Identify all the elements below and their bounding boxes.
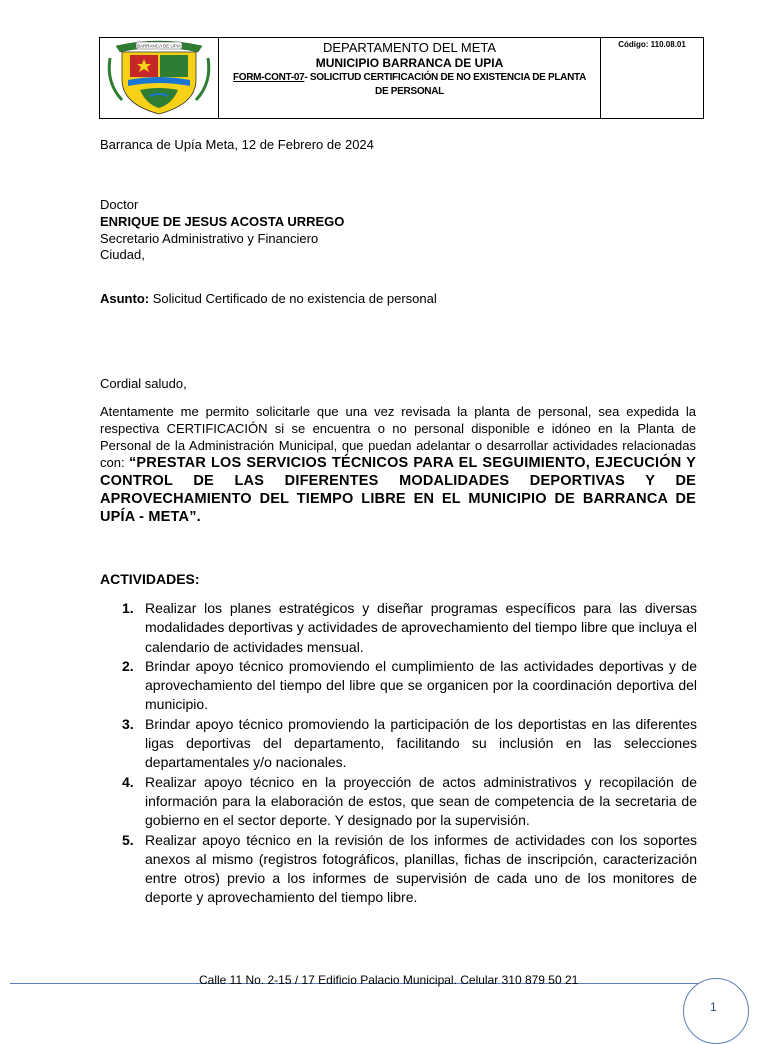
body-paragraph — [100, 403, 696, 526]
item-text: Realizar los planes estratégicos y diseñar programas específicos para las diversas modalidades deportivas y actividades de aprovechamiento del tiempo libre que incluya el calendario de actividades mensual. — [145, 600, 697, 655]
list-item — [117, 715, 697, 773]
place-date: Barranca de Upía Meta, 12 de Febrero de 2024 — [100, 137, 374, 152]
subject-text: Solicitud Certificado de no existencia de personal — [149, 291, 437, 306]
page-footer — [0, 972, 768, 1024]
municipal-shield-logo — [100, 38, 218, 118]
item-number: 3. — [122, 715, 134, 732]
department-title: DEPARTAMENTO DEL META — [322, 40, 497, 55]
municipality-title: MUNICIPIO BARRANCA DE UPIA — [315, 56, 504, 70]
activities-list — [117, 599, 697, 908]
salutation-title: Doctor — [100, 197, 139, 212]
form-title-text: - SOLICITUD CERTIFICACIÓN DE NO EXISTENCIA DE PLANTA DE PERSONAL — [304, 72, 587, 97]
activities-title: ACTIVIDADES: — [100, 571, 200, 587]
body-intro: Atentamente me permito solicitarle que una vez revisada la planta de personal, sea expedida la respectiva CERTIFICACIÓN si se encuentra o no personal disponible e idóneo en la Planta de Personal de la Administración Municipal, que puedan adelantar o desarrollar actividades relacionadas con: — [100, 404, 696, 470]
item-number: 4. — [122, 773, 134, 790]
subject-label: Asunto: — [100, 291, 150, 306]
logo-text: BARRANCA DE UPIA — [136, 43, 182, 49]
form-title — [219, 71, 600, 99]
subject-line — [100, 290, 437, 307]
document-header — [99, 37, 704, 119]
contract-object: “PRESTAR LOS SERVICIOS TÉCNICOS PARA EL SEGUIMIENTO, EJECUCIÓN Y CONTROL DE LAS DIFERENTES MODALIDADES DEPORTIVAS Y DE APROVECHAMIENTO DEL TIEMPO LIBRE EN EL MUNICIPIO DE BARRANCA DE UPÍA - META”. — [100, 455, 696, 525]
form-code: FORM-CONT-07 — [232, 72, 305, 83]
item-text: Brindar apoyo técnico promoviendo el cumplimiento de las actividades deportivas y de aprovechamiento del tiempo del libre que se organicen por la coordinación deportiva del municipio. — [145, 657, 697, 713]
logo-cell — [100, 38, 219, 118]
list-item — [117, 831, 697, 908]
header-title-cell — [219, 38, 601, 118]
list-item — [117, 599, 697, 657]
item-number: 5. — [122, 831, 134, 848]
document-code: Código: 110.08.01 — [618, 40, 686, 49]
recipient-name: ENRIQUE DE JESUS ACOSTA URREGO — [100, 214, 345, 229]
recipient-city: Ciudad, — [100, 247, 145, 262]
item-number: 2. — [122, 657, 134, 674]
page-number: 1 — [710, 1000, 717, 1014]
list-item — [117, 657, 697, 715]
item-text: Realizar apoyo técnico en la proyección de actos administrativos y recopilación de información para la elaboración de estos, que sean de competencia de la secretaria de gobierno en el sector deporte. Y designado por la supervisión. — [145, 773, 697, 829]
item-text: Realizar apoyo técnico en la revisión de los informes de actividades con los soportes anexos al mismo (registros fotográficos, planillas, fichas de inscripción, caracterización entre otros) previo a los informes de supervisión de cada uno de los monitores de deporte y aprovechamiento del tiempo libre. — [145, 831, 697, 906]
item-number: 1. — [122, 600, 134, 616]
greeting: Cordial saludo, — [100, 376, 187, 391]
recipient-role: Secretario Administrativo y Financiero — [100, 231, 319, 246]
list-item — [117, 773, 697, 831]
footer-address: Calle 11 No. 2-15 / 17 Edificio Palacio Municipal. Celular 310 879 50 21 — [199, 973, 579, 987]
item-text: Brindar apoyo técnico promoviendo la participación de los deportistas en las diferentes ligas deportivas del departamento, facilitando su inclusión en las selecciones departamentales y/o nacionales. — [145, 715, 697, 771]
